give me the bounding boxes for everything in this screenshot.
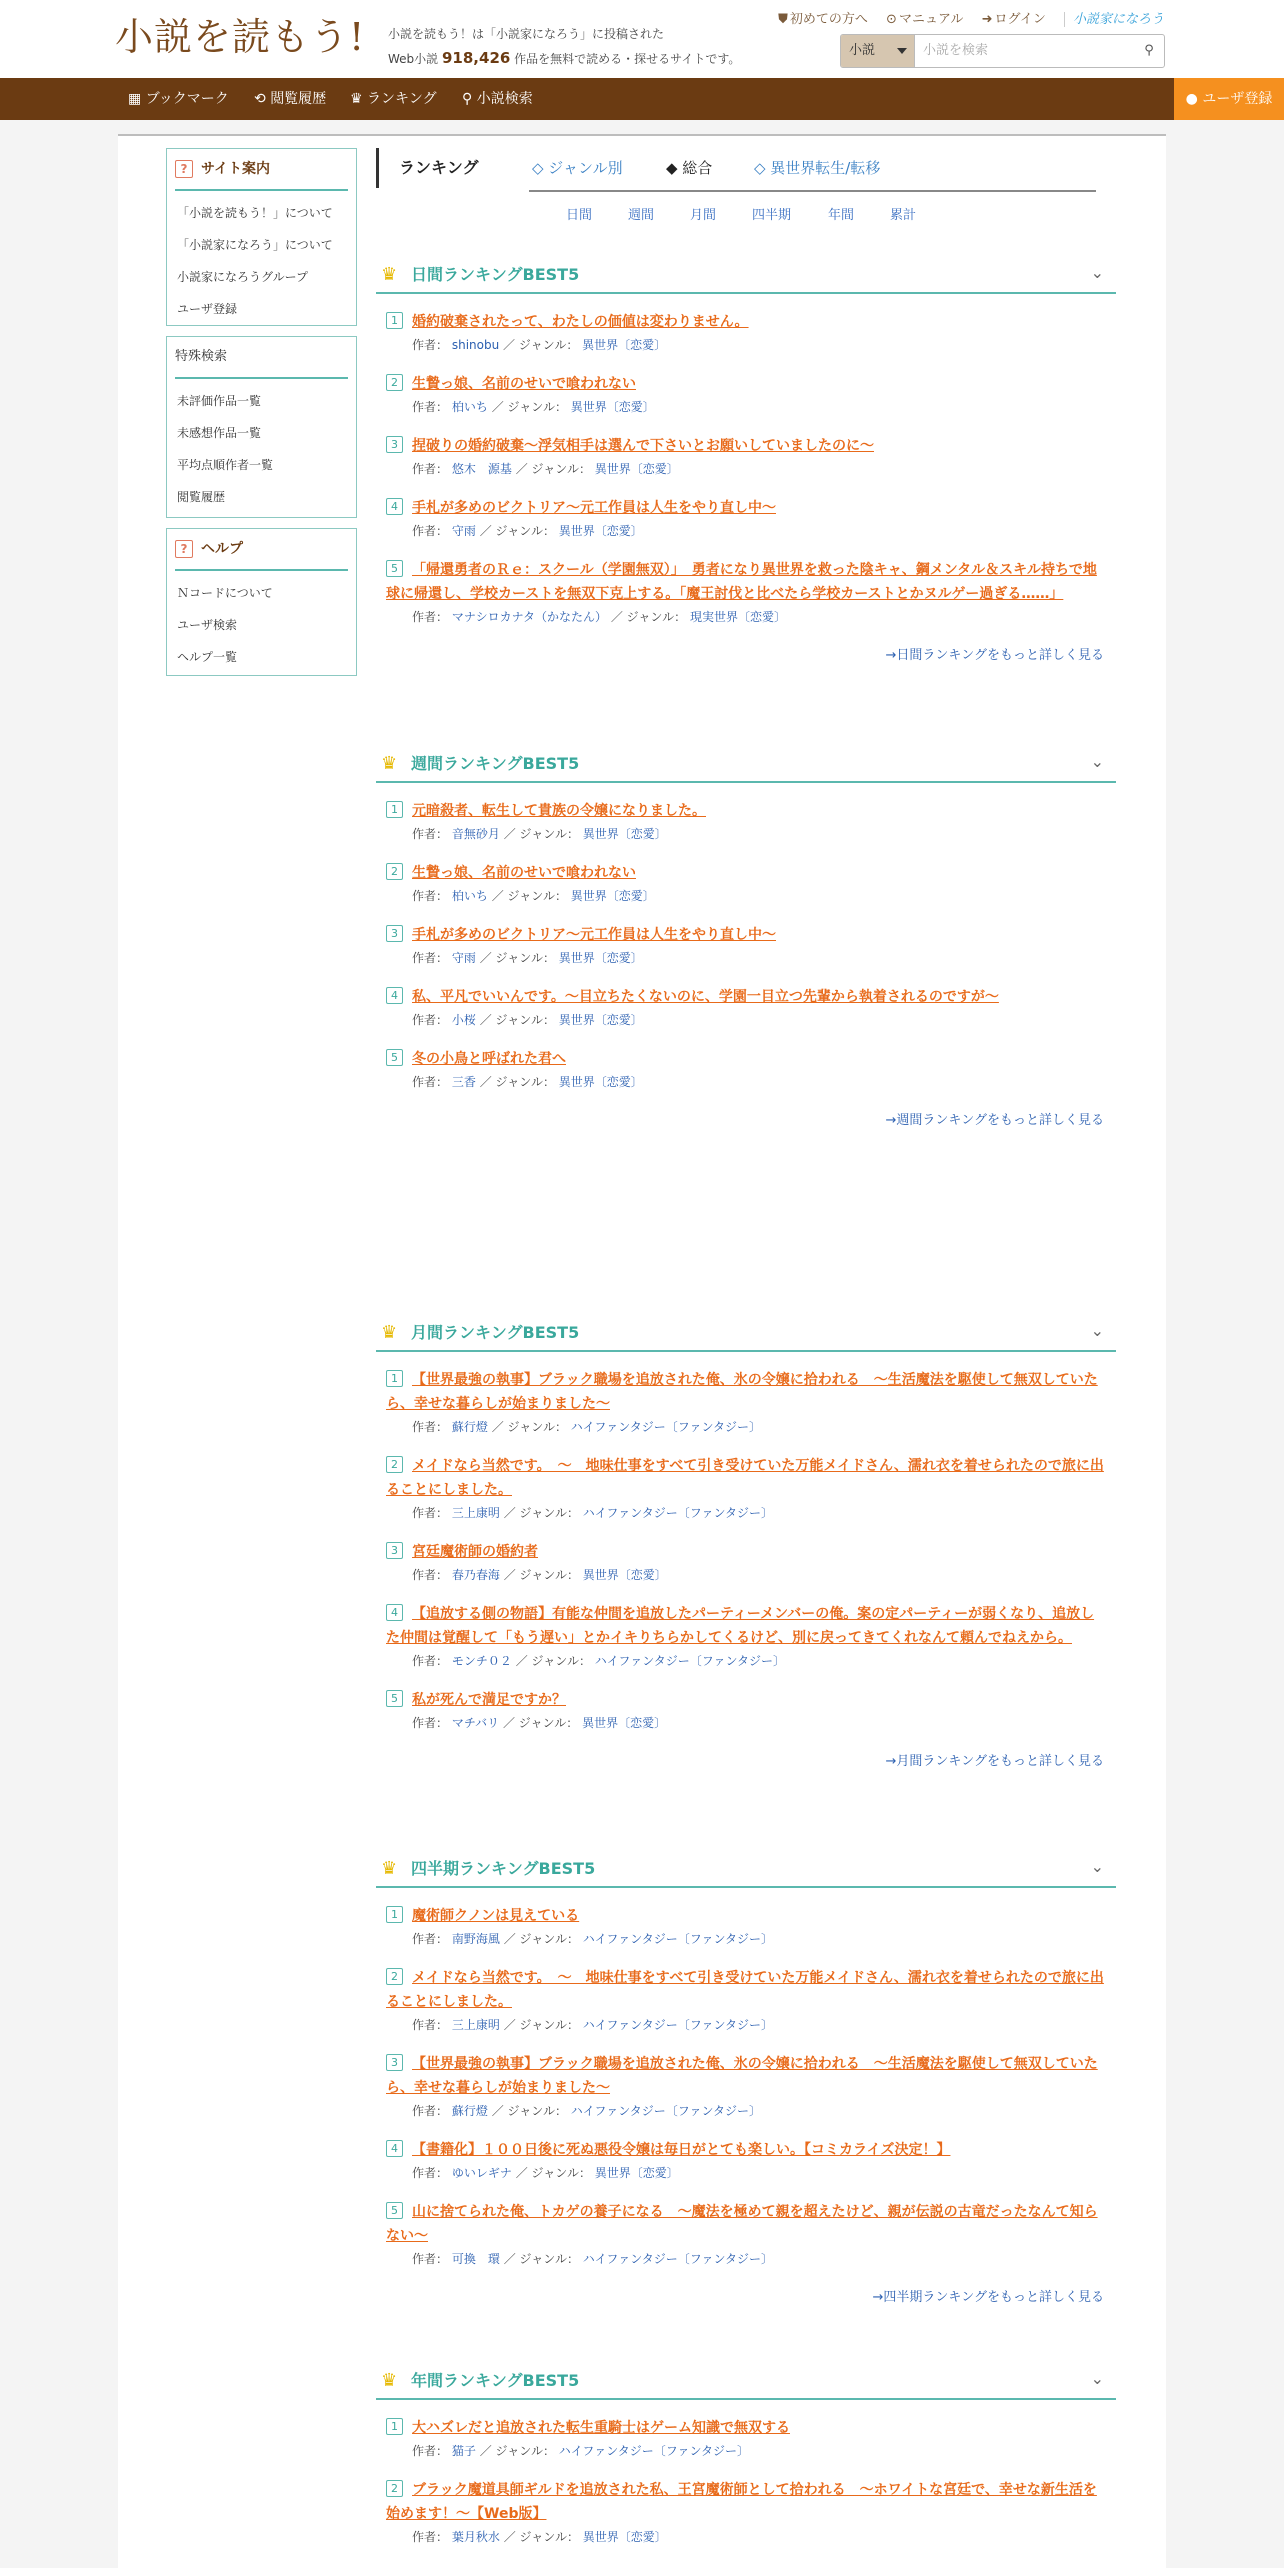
author-label: 作者： (412, 1013, 449, 1027)
search-icon: ⚲ (1144, 43, 1154, 58)
author-link[interactable]: 三上康明 (451, 2018, 500, 2032)
ranking-entry (386, 1540, 1104, 1586)
genre-link[interactable]: 異世界〔恋愛〕 (570, 889, 655, 903)
tagline-suffix: 作品を無料で読める・探せるサイトです。 (514, 52, 741, 66)
author-link[interactable]: 蘇行燈 (451, 2104, 488, 2118)
author-link[interactable]: マナシロカナタ（かなたん） (451, 610, 608, 624)
ranking-section-yearly (376, 2362, 1116, 2548)
ranking-section-daily (376, 256, 1116, 663)
author-label: 作者： (412, 1506, 449, 1520)
tab-isekai[interactable]: ◇ 異世界転生/転移 (754, 159, 881, 177)
rank-badge: 5 (386, 2202, 403, 2219)
nav-search-label: 小説検索 (476, 91, 533, 107)
tab-underline (529, 190, 1096, 192)
genre-link[interactable]: ハイファンタジー〔ファンタジー〕 (582, 2252, 773, 2266)
first-time-label: 初めての方へ (789, 12, 868, 27)
first-time-link[interactable]: ⛊ 初めての方へ (778, 12, 868, 27)
novel-title-link[interactable]: 【世界最強の執事】ブラック職場を追放された俺、氷の令嬢に拾われる ～生活魔法を駆使して無双していたら、幸せな暮らしが始まりました～ (386, 2056, 1098, 2096)
novel-title-link[interactable]: 生贄っ娘、名前のせいで喰われない (412, 865, 636, 881)
nav-bookmark[interactable] (128, 78, 229, 120)
ranking-entry (386, 923, 1104, 969)
rank-badge: 5 (386, 560, 403, 577)
genre-link[interactable]: ハイファンタジー〔ファンタジー〕 (570, 1420, 761, 1434)
crown-icon: ♛ (381, 1858, 398, 1879)
genre-label: ／ ジャンル： (503, 338, 579, 352)
nav-history-label: 閲覧履歴 (270, 91, 327, 107)
tab-genre[interactable]: ◇ ジャンル別 (532, 159, 623, 177)
novel-meta (386, 1564, 1104, 1586)
ranking-entry (386, 558, 1104, 628)
author-label: 作者： (412, 1420, 449, 1434)
author-link[interactable]: 守雨 (451, 951, 476, 965)
novel-title-link[interactable]: 婚約破棄されたって、わたしの価値は変わりません。 (412, 314, 749, 330)
ranking-entry (386, 1966, 1104, 2036)
section-header[interactable] (376, 745, 1116, 783)
genre-label: ／ ジャンル： (479, 1013, 555, 1027)
genre-label: ／ ジャンル： (491, 889, 567, 903)
author-link[interactable]: shinobu (451, 338, 500, 352)
novel-title-link[interactable]: 冬の小鳥と呼ばれた君へ (412, 1051, 566, 1067)
genre-link[interactable]: ハイファンタジー〔ファンタジー〕 (582, 2018, 773, 2032)
rank-badge: 3 (386, 2054, 403, 2071)
search-input[interactable]: 小説を検索 (923, 43, 989, 58)
author-link[interactable]: 悠木 源基 (451, 462, 512, 476)
search-box (840, 34, 1165, 68)
genre-label: ／ ジャンル： (503, 1506, 579, 1520)
author-link[interactable]: 守雨 (451, 524, 476, 538)
rank-badge: 2 (386, 863, 403, 880)
nav-ranking-label: ランキング (367, 91, 437, 107)
period-quarterly[interactable]: 四半期 (752, 208, 792, 223)
manual-label: マニュアル (898, 12, 964, 27)
novel-title-link[interactable]: 魔術師クノンは見えている (412, 1908, 580, 1924)
genre-link[interactable]: ハイファンタジー〔ファンタジー〕 (594, 1654, 785, 1668)
ranking-entry (386, 434, 1104, 480)
sidebar-item-user-search[interactable]: ユーザ検索 (177, 618, 238, 632)
novel-meta (386, 458, 1104, 480)
work-count: 918,426 (442, 49, 511, 67)
period-weekly[interactable]: 週間 (628, 208, 655, 223)
ranking-entry (386, 2052, 1104, 2122)
author-link[interactable]: 葉月秋水 (451, 2530, 500, 2544)
nav-history[interactable] (254, 78, 326, 120)
section-header[interactable] (376, 1314, 1116, 1352)
rank-badge: 5 (386, 1690, 403, 1707)
author-link[interactable]: ゆいレギナ (451, 2166, 512, 2180)
ranking-entry (386, 799, 1104, 845)
rank-badge: 4 (386, 987, 403, 1004)
novel-meta (386, 334, 1104, 356)
chevron-down-icon[interactable]: ⌄ (1090, 1321, 1104, 1340)
bookmark-icon: ▦ (128, 91, 142, 107)
author-label: 作者： (412, 1932, 449, 1946)
sidebar-item-history[interactable]: 閲覧履歴 (177, 490, 226, 504)
novel-meta (386, 947, 1104, 969)
chevron-down-icon[interactable]: ⌄ (1090, 2369, 1104, 2388)
tagline-line2 (388, 46, 740, 71)
ranking-entry (386, 310, 1104, 356)
tab-overall[interactable]: ◆ 総合 (666, 159, 713, 177)
rank-badge: 3 (386, 436, 403, 453)
novel-meta (386, 606, 1104, 628)
novel-meta (386, 1928, 1104, 1950)
genre-label: ／ ジャンル： (503, 2252, 579, 2266)
genre-link[interactable]: 現実世界〔恋愛〕 (689, 610, 786, 624)
ranking-entry (386, 1454, 1104, 1524)
author-label: 作者： (412, 2104, 449, 2118)
history-icon: ⟲ (254, 91, 266, 107)
novel-meta (386, 2100, 1104, 2122)
genre-label: ／ ジャンル： (502, 1716, 579, 1730)
novel-title-link[interactable]: 捏破りの婚約破棄〜浮気相手は選んで下さいとお願いしていましたのに〜 (412, 438, 874, 454)
user-icon: ● (1185, 91, 1198, 107)
ranking-section-quarterly (376, 1850, 1116, 2305)
genre-link[interactable]: 異世界〔恋愛〕 (558, 1013, 643, 1027)
crown-icon: ♛ (381, 1322, 398, 1343)
novel-meta (386, 1009, 1104, 1031)
section-title: 月間ランキングBEST5 (411, 1323, 580, 1342)
sidebar-help-heading (175, 539, 348, 571)
author-label: 作者： (412, 2166, 449, 2180)
tagline-line1: 小説を読もう！は「小説家になろう」に投稿された (388, 27, 665, 41)
nav-bookmark-label: ブックマーク (145, 91, 229, 107)
novel-title-link[interactable]: 「帰還勇者のＲｅ：スクール（学園無双）」 勇者になり異世界を救った陰キャ、鋼メンタル＆スキル持ちで地球に帰還し、学校カーストを無双下克上する。「魔王討伐と比べたら学校カーストとかヌルゲー過ぎる……」 (386, 562, 1097, 602)
genre-link[interactable]: 異世界〔恋愛〕 (558, 524, 643, 538)
genre-link[interactable]: ハイファンタジー〔ファンタジー〕 (582, 1932, 773, 1946)
search-icon: ⚲ (462, 91, 473, 107)
crown-icon: ♛ (350, 91, 363, 107)
novel-title-link[interactable]: 私が死んで満足ですか？ (412, 1692, 566, 1708)
ranking-entry (386, 1368, 1104, 1438)
period-daily[interactable]: 日間 (566, 208, 593, 223)
author-label: 作者： (412, 827, 449, 841)
manual-link[interactable]: ⊙ マニュアル (886, 12, 964, 27)
genre-link[interactable]: 異世界〔恋愛〕 (582, 1568, 667, 1582)
novel-title-link[interactable]: 【追放する側の物語】有能な仲間を追放したパーティーメンバーの俺。案の定パーティーが弱くなり、追放した仲間は覚醒して「もう遅い」とかイキりちらかしてくるけど、別に戻ってきてくれなんて頼んでねえから。 (386, 1606, 1095, 1646)
ranking-entry (386, 2416, 1104, 2462)
author-label: 作者： (412, 1075, 449, 1089)
section-header[interactable] (376, 2362, 1116, 2400)
novel-title-link[interactable]: 生贄っ娘、名前のせいで喰われない (412, 376, 636, 392)
ranking-entry (386, 372, 1104, 418)
genre-label: ／ ジャンル： (610, 610, 687, 624)
genre-link[interactable]: 異世界〔恋愛〕 (594, 2166, 679, 2180)
crown-icon: ♛ (381, 753, 398, 774)
ranking-section-weekly (376, 745, 1116, 1128)
genre-link[interactable]: 異世界〔恋愛〕 (558, 1075, 643, 1089)
sidebar-item-no-impressions[interactable]: 未感想作品一覧 (177, 426, 262, 440)
rank-badge: 5 (386, 1049, 403, 1066)
genre-link[interactable]: 異世界〔恋愛〕 (582, 1716, 667, 1730)
rank-badge: 1 (386, 801, 403, 818)
ranking-entry (386, 2478, 1104, 2548)
novel-meta (386, 2526, 1104, 2548)
genre-label: ／ ジャンル： (503, 827, 579, 841)
novel-meta (386, 2440, 1104, 2462)
chevron-down-icon[interactable]: ⌄ (1090, 1857, 1104, 1876)
section-title: 年間ランキングBEST5 (411, 2371, 580, 2390)
novel-meta (386, 1502, 1104, 1524)
ranking-entry (386, 1047, 1104, 1093)
top-links (764, 8, 1164, 27)
ranking-entry (386, 1688, 1104, 1734)
novel-meta (386, 2248, 1104, 2270)
rank-badge: 1 (386, 1370, 403, 1387)
sidebar-item-about-narou[interactable]: 「小説家になろう」について (177, 238, 333, 252)
sidebar-guide-title: サイト案内 (201, 161, 271, 177)
novel-title-link[interactable]: メイドなら当然です。 ～ 地味仕事をすべて引き受けていた万能メイドさん、濡れ衣を着せられたので旅に出ることにしました。 (386, 1970, 1104, 2010)
genre-label: ／ ジャンル： (491, 2104, 567, 2118)
novel-title-link[interactable]: 宮廷魔術師の婚約者 (412, 1544, 538, 1560)
section-title: 日間ランキングBEST5 (411, 265, 580, 284)
site-logo[interactable]: 小説を読もう! (115, 15, 366, 59)
genre-link[interactable]: ハイファンタジー〔ファンタジー〕 (582, 1506, 773, 1520)
rank-badge: 3 (386, 925, 403, 942)
chevron-down-icon[interactable]: ⌄ (1090, 263, 1104, 282)
sidebar-special (166, 336, 357, 518)
ranking-entry (386, 2200, 1104, 2270)
author-link[interactable]: 柏いち (451, 889, 488, 903)
main-nav (0, 78, 1284, 120)
rank-badge: 2 (386, 1968, 403, 1985)
novel-meta (386, 1650, 1104, 1672)
section-title: 四半期ランキングBEST5 (411, 1859, 596, 1878)
period-total[interactable]: 累計 (890, 208, 917, 223)
author-label: 作者： (412, 338, 449, 352)
novel-title-link[interactable]: 大ハズレだと追放された転生重騎士はゲーム知識で無双する (412, 2420, 790, 2436)
novel-meta (386, 520, 1104, 542)
ranking-entry (386, 1904, 1104, 1950)
genre-label: ／ ジャンル： (503, 2530, 579, 2544)
section-header[interactable] (376, 256, 1116, 294)
sidebar-item-about-yomou[interactable]: 「小説を読もう！」について (177, 206, 333, 220)
more-ranking-link[interactable]: →日間ランキングをもっと詳しく見る (885, 648, 1104, 663)
novel-meta (386, 1071, 1104, 1093)
ranking-section-monthly (376, 1314, 1116, 1769)
sidebar-guide-heading (175, 159, 348, 191)
genre-link[interactable]: 異世界〔恋愛〕 (582, 827, 667, 841)
rank-badge: 2 (386, 1456, 403, 1473)
author-link[interactable]: 蘇行燈 (451, 1420, 488, 1434)
author-link[interactable]: モンチ０２ (451, 1654, 512, 1668)
question-icon: ? (175, 160, 193, 178)
more-ranking-link[interactable]: →週間ランキングをもっと詳しく見る (885, 1113, 1104, 1128)
novel-title-link[interactable]: 【書籍化】１００日後に死ぬ悪役令嬢は毎日がとても楽しい。【コミカライズ決定！】 (412, 2142, 951, 2158)
author-label: 作者： (412, 524, 449, 538)
genre-label: ／ ジャンル： (491, 1420, 567, 1434)
genre-label: ／ ジャンル： (479, 524, 555, 538)
crown-icon: ♛ (381, 2370, 398, 2391)
section-title: 週間ランキングBEST5 (411, 754, 580, 773)
section-header[interactable] (376, 1850, 1116, 1888)
crown-icon: ♛ (381, 264, 398, 285)
author-link[interactable]: 小桜 (451, 1013, 476, 1027)
genre-label: ／ ジャンル： (479, 951, 555, 965)
sidebar-item-avg-score[interactable]: 平均点順作者一覧 (177, 458, 274, 472)
genre-link[interactable]: ハイファンタジー〔ファンタジー〕 (570, 2104, 761, 2118)
ranking-entry (386, 861, 1104, 907)
search-button[interactable] (1134, 35, 1164, 67)
genre-link[interactable]: 異世界〔恋愛〕 (582, 2530, 667, 2544)
author-label: 作者： (412, 1654, 449, 1668)
ranking-entry (386, 1602, 1104, 1672)
genre-label: ／ ジャンル： (515, 462, 591, 476)
genre-label: ／ ジャンル： (479, 1075, 555, 1089)
author-label: 作者： (412, 462, 449, 476)
genre-label: ／ ジャンル： (515, 1654, 591, 1668)
author-label: 作者： (412, 2252, 449, 2266)
author-link[interactable]: 柏いち (451, 400, 488, 414)
author-label: 作者： (412, 2444, 449, 2458)
novel-meta (386, 823, 1104, 845)
genre-link[interactable]: 異世界〔恋愛〕 (582, 338, 667, 352)
author-label: 作者： (412, 2018, 449, 2032)
author-link[interactable]: 三上康明 (451, 1506, 500, 1520)
sidebar-item-register[interactable]: ユーザ登録 (177, 302, 238, 316)
novel-title-link[interactable]: ブラック魔道具師ギルドを追放された私、王宮魔術師として拾われる ～ホワイトな宮廷で、幸せな新生活を始めます！～【Web版】 (386, 2482, 1097, 2522)
author-label: 作者： (412, 1716, 449, 1730)
sidebar-help-title: ヘルプ (201, 541, 243, 557)
syosetu-brand-link[interactable]: 小説家になろう (1064, 12, 1164, 27)
main-content (118, 136, 1166, 2568)
period-yearly[interactable]: 年間 (828, 208, 855, 223)
rank-badge: 1 (386, 1906, 403, 1923)
more-ranking-link[interactable]: →月間ランキングをもっと詳しく見る (885, 1754, 1104, 1769)
author-link[interactable]: 南野海風 (451, 1932, 500, 1946)
login-label: ログイン (994, 12, 1046, 27)
author-link[interactable]: 三香 (451, 1075, 476, 1089)
novel-title-link[interactable]: 【世界最強の執事】ブラック職場を追放された俺、氷の令嬢に拾われる ～生活魔法を駆使して無双していたら、幸せな暮らしが始まりました～ (386, 1372, 1098, 1412)
rank-badge: 1 (386, 2418, 403, 2435)
sidebar-help (166, 528, 357, 676)
rank-badge: 2 (386, 374, 403, 391)
author-label: 作者： (412, 400, 449, 414)
author-label: 作者： (412, 610, 449, 624)
novel-meta (386, 1416, 1104, 1438)
author-link[interactable]: 音無砂月 (451, 827, 500, 841)
genre-link[interactable]: ハイファンタジー〔ファンタジー〕 (558, 2444, 749, 2458)
author-label: 作者： (412, 1568, 449, 1582)
sidebar-item-help-list[interactable]: ヘルプ一覧 (177, 650, 238, 664)
more-ranking-link[interactable]: →四半期ランキングをもっと詳しく見る (872, 2290, 1104, 2305)
genre-label: ／ ジャンル： (503, 2018, 579, 2032)
novel-title-link[interactable]: 手札が多めのビクトリア〜元工作員は人生をやり直し中〜 (412, 927, 776, 943)
tab-ranking: ランキング (376, 148, 479, 188)
novel-title-link[interactable]: メイドなら当然です。 ～ 地味仕事をすべて引き受けていた万能メイドさん、濡れ衣を着せられたので旅に出ることにしました。 (386, 1458, 1104, 1498)
ranking-tabs (376, 148, 1096, 192)
ranking-entry (386, 496, 1104, 542)
sidebar-guide (166, 148, 357, 326)
site-tagline (388, 22, 740, 71)
novel-title-link[interactable]: 手札が多めのビクトリア〜元工作員は人生をやり直し中〜 (412, 500, 776, 516)
novel-title-link[interactable]: 私、平凡でいいんです。～目立ちたくないのに、学園一目立つ先輩から執着されるのですが～ (412, 989, 999, 1005)
novel-meta (386, 885, 1104, 907)
chevron-down-icon[interactable]: ⌄ (1090, 752, 1104, 771)
genre-link[interactable]: 異世界〔恋愛〕 (594, 462, 679, 476)
sidebar-item-group[interactable]: 小説家になろうグループ (177, 270, 309, 284)
sidebar-special-heading: 特殊検索 (175, 347, 348, 379)
genre-link[interactable]: 異世界〔恋愛〕 (558, 951, 643, 965)
login-link[interactable]: ➜ ログイン (981, 12, 1046, 27)
ranking-entry (386, 985, 1104, 1031)
genre-label: ／ ジャンル： (515, 2166, 591, 2180)
period-monthly[interactable]: 月間 (690, 208, 717, 223)
register-button[interactable] (1174, 78, 1284, 120)
tagline-prefix: Web小説 (388, 52, 439, 66)
genre-link[interactable]: 異世界〔恋愛〕 (570, 400, 655, 414)
question-icon: ? (175, 540, 193, 558)
author-label: 作者： (412, 889, 449, 903)
author-link[interactable]: 猫子 (451, 2444, 476, 2458)
author-label: 作者： (412, 2530, 449, 2544)
novel-title-link[interactable]: 山に捨てられた俺、トカゲの養子になる 〜魔法を極めて親を超えたけど、親が伝説の古竜だったなんて知らない〜 (386, 2204, 1098, 2244)
site-header (0, 0, 1284, 78)
novel-meta (386, 2014, 1104, 2036)
author-link[interactable]: 春乃春海 (451, 1568, 500, 1582)
novel-meta (386, 396, 1104, 418)
novel-title-link[interactable]: 元暗殺者、転生して貴族の令嬢になりました。 (412, 803, 706, 819)
sidebar-item-ncode[interactable]: Ｎコードについて (177, 586, 273, 600)
genre-label: ／ ジャンル： (503, 1568, 579, 1582)
genre-label: ／ ジャンル： (503, 1932, 579, 1946)
novel-meta (386, 1712, 1104, 1734)
rank-badge: 3 (386, 1542, 403, 1559)
rank-badge: 4 (386, 2140, 403, 2157)
rank-badge: 4 (386, 498, 403, 515)
author-label: 作者： (412, 951, 449, 965)
novel-meta (386, 2162, 1104, 2184)
register-label: ユーザ登録 (1202, 91, 1273, 107)
nav-search[interactable] (462, 78, 533, 120)
rank-badge: 2 (386, 2480, 403, 2497)
author-link[interactable]: 可換 環 (451, 2252, 500, 2266)
ranking-entry (386, 2138, 1104, 2184)
genre-label: ／ ジャンル： (479, 2444, 555, 2458)
sidebar-item-unrated[interactable]: 未評価作品一覧 (177, 394, 262, 408)
nav-ranking[interactable] (350, 78, 437, 120)
author-link[interactable]: マチバリ (451, 1716, 500, 1730)
search-type-select[interactable]: 小説 (841, 35, 915, 67)
rank-badge: 4 (386, 1604, 403, 1621)
genre-label: ／ ジャンル： (491, 400, 567, 414)
rank-badge: 1 (386, 312, 403, 329)
